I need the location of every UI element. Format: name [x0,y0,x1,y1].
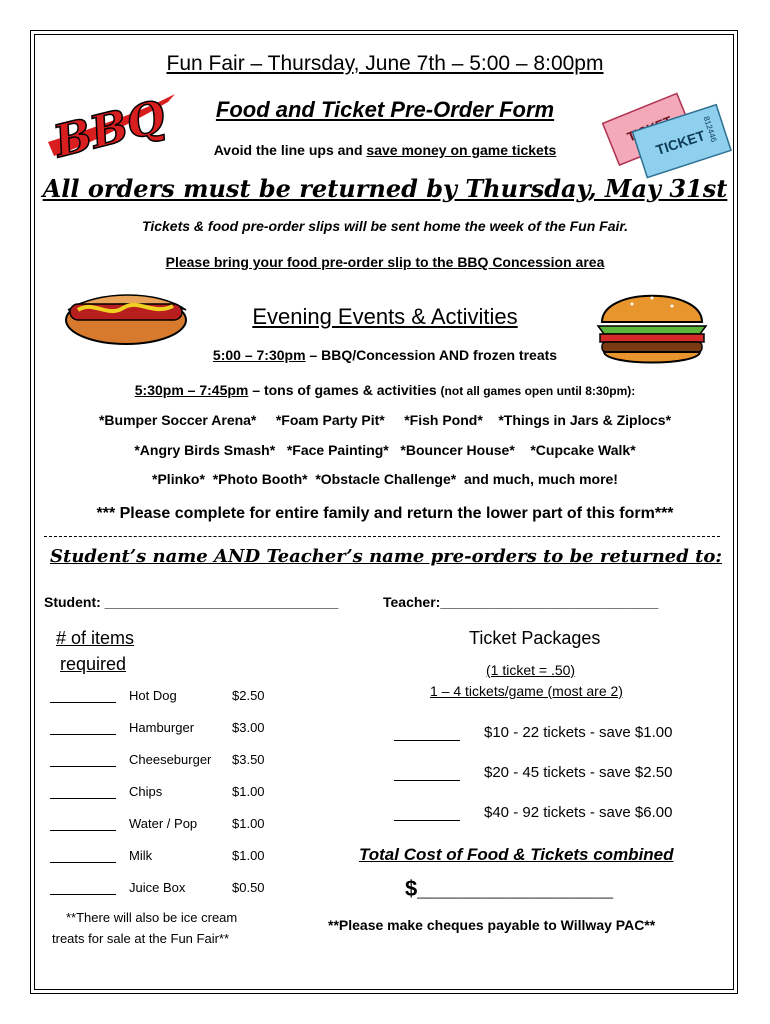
package-label: $10 - 22 tickets - save $1.00 [484,724,673,741]
subtitle-link: save money on game tickets [366,142,557,158]
item-quantity-field[interactable] [50,894,116,895]
form-title: Food and Ticket Pre-Order Form [215,97,555,122]
item-name: Milk [129,848,153,863]
activities-row3: *Plinko* *Photo Booth* *Obstacle Challenge* and much, much more! [152,471,618,487]
student-label: Student: [44,594,105,610]
subtitle-prefix: Avoid the line ups and [213,142,367,158]
tickets-heading: Ticket Packages [469,628,601,648]
item-price: $2.50 [232,688,265,703]
total-dollar: $ [405,876,418,901]
item-price: $3.50 [232,752,265,767]
item-price: $1.00 [232,816,265,831]
item-name: Hamburger [129,720,195,735]
ticket-per-game: 1 – 4 tickets/game (most are 2) [430,683,623,699]
ice-cream-note-1: **There will also be ice cream [66,910,238,925]
events-line1-rest: – BBQ/Concession AND frozen treats [305,347,558,363]
item-quantity-field[interactable] [50,862,116,863]
cheque-note: **Please make cheques payable to Willway PAC** [328,917,656,933]
item-name: Hot Dog [129,688,177,703]
return-heading: Student’s name AND Teacher’s name pre-orders to be returned to: [50,546,723,567]
note-bbq: Please bring your food pre-order slip to the BBQ Concession area [165,254,605,270]
events-line2-time: 5:30pm – 7:45pm [134,382,249,398]
item-price: $1.00 [232,784,265,799]
items-heading-2: required [60,654,127,674]
subtitle [0,142,770,158]
package-quantity-field[interactable] [394,820,460,821]
package-label: $40 - 92 tickets - save $6.00 [484,804,673,821]
ice-cream-note-2: treats for sale at the Fun Fair** [52,931,230,946]
total-row [405,876,613,902]
item-price: $1.00 [232,848,265,863]
note-slips: Tickets & food pre-order slips will be sent home the week of the Fun Fair. [142,218,628,234]
package-quantity-field[interactable] [394,740,460,741]
events-line2-note: (not all games open until 8:30pm): [440,384,636,398]
item-quantity-field[interactable] [50,830,116,831]
item-name: Chips [129,784,163,799]
complete-note: *** Please complete for entire family and return the lower part of this form*** [96,505,674,522]
ticket-icon [598,76,733,181]
items-heading-1: # of items [56,628,135,648]
item-name: Cheeseburger [129,752,212,767]
activities-row1: *Bumper Soccer Arena* *Foam Party Pit* *Fish Pond* *Things in Jars & Ziplocs* [98,412,672,428]
student-field[interactable]: ______________________________ [104,594,339,610]
activities-row2: *Angry Birds Smash* *Face Painting* *Bouncer House* *Cupcake Walk* [134,442,636,458]
item-quantity-field[interactable] [50,766,116,767]
ticket-rate: (1 ticket = .50) [486,662,576,678]
item-price: $3.00 [232,720,265,735]
event-title: Fun Fair – Thursday, June 7th – 5:00 – 8:00pm [166,52,604,75]
package-quantity-field[interactable] [394,780,460,781]
item-quantity-field[interactable] [50,734,116,735]
deadline-banner: All orders must be returned by Thursday, May 31st [42,174,728,203]
events-line2-rest: – tons of games & activities [248,382,441,398]
item-name: Water / Pop [129,816,198,831]
item-name: Juice Box [129,880,186,895]
svg-text:BBQ: BBQ [48,91,171,168]
svg-text:812446: 812446 [701,115,719,144]
events-line2 [0,382,770,398]
events-heading: Evening Events & Activities [252,304,518,329]
item-price: $0.50 [232,880,265,895]
student-row [44,594,338,610]
total-label: Total Cost of Food & Tickets combined [359,845,674,864]
item-quantity-field[interactable] [50,798,116,799]
events-line1 [0,347,770,363]
cut-line [44,536,720,537]
teacher-row [383,594,658,610]
teacher-label: Teacher: [383,594,441,610]
events-line1-time: 5:00 – 7:30pm [212,347,306,363]
teacher-field[interactable]: ____________________________ [440,594,659,610]
package-label: $20 - 45 tickets - save $2.50 [484,764,673,781]
total-field[interactable]: ________________ [417,876,614,901]
svg-text:TICKET: TICKET [653,127,707,158]
item-quantity-field[interactable] [50,702,116,703]
